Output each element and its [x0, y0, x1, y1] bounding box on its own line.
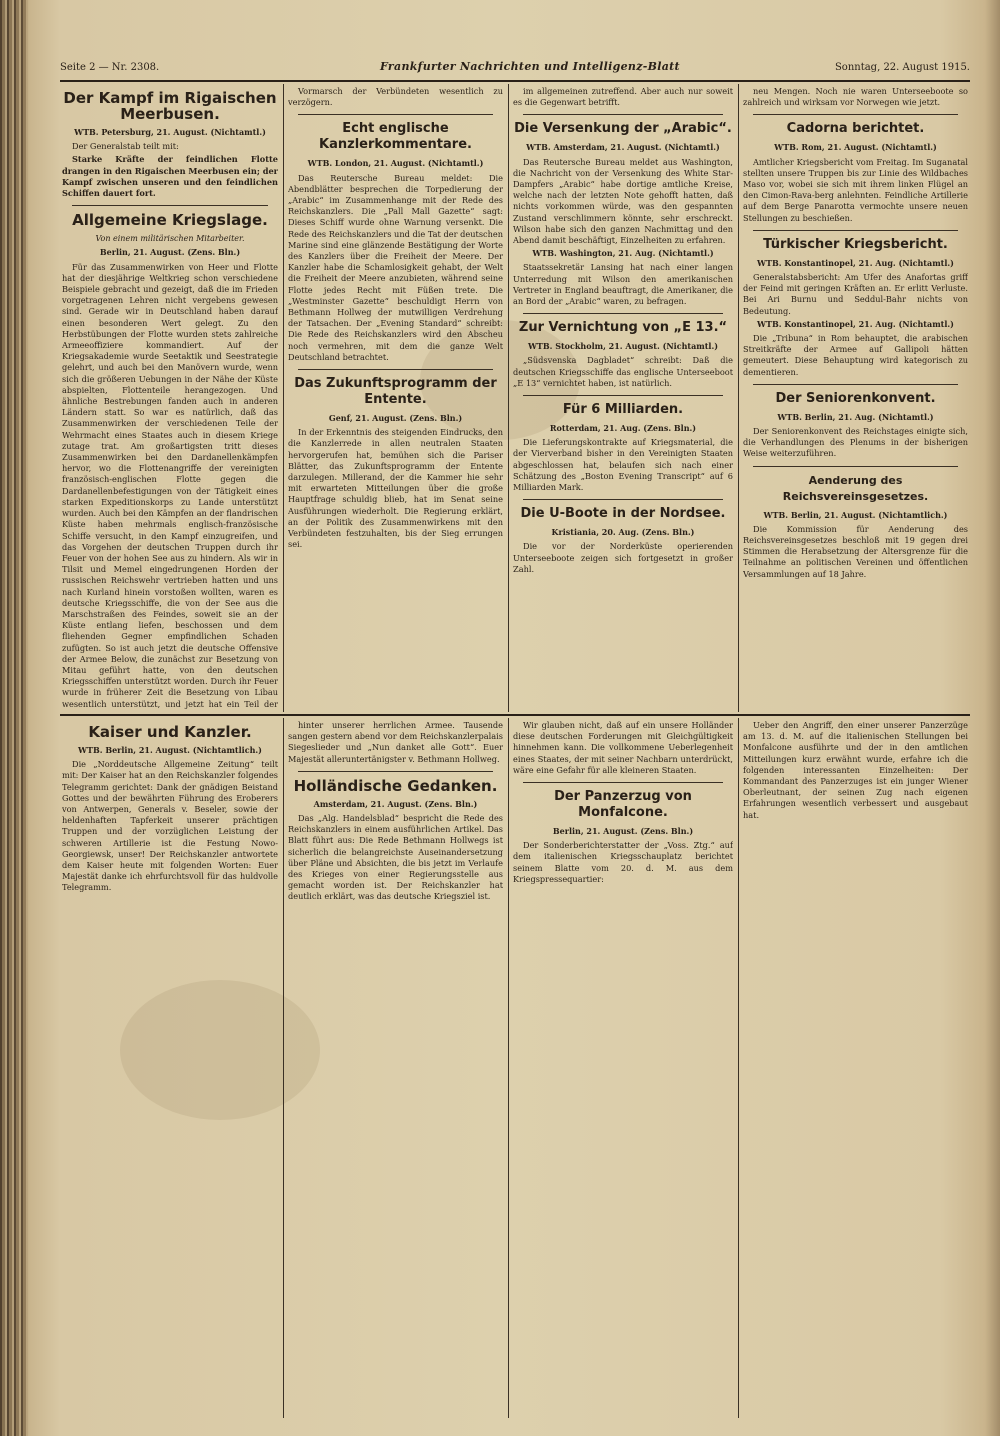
article-title: Der Kampf im Rigaischen Meerbusen.: [63, 89, 277, 123]
article-text: Der Generalstab teilt mit:: [72, 141, 179, 152]
dateline: Genf, 21. August. (Zens. Bln.): [328, 413, 463, 424]
article-text: Für das Zusammenwirken von Heer und Flotte hat der diesjährige Weltkrieg schon verschiedene Beispiele gebracht und gezeigt, daß die im Frieden vorgetragenen Lehren nicht vergebens gewesen sind. Gerade wir in Deutschland haben darauf einen besonderen Wert gelegt. Zu den Herbstübungen der Flotte wurden stets zahlreiche Armeeoffiziere kommandiert. Auf der Kriegsakademie wurde Seetaktik und Seestrategie gelehrt, und auch bei den Manövern wurde, wenn sich die größeren Uebungen in der Nähe der Küste abspielten, Flottenteile herangezogen. Und ähnliche Bestrebungen fanden auch in anderen Ländern statt. So war es natürlich, daß das Zusammenwirken der verschiedenen Teile der Wehrmacht eines Staates auch in diesem Kriege zutage trat. Am großartigsten tritt dieses Zusammenwirken bei den Dardanellenkämpfen hervor, wo die Flottenangriffe der vereinigten französisch-englischen Flotte gegen die Dardanellenbefestigungen von der Tätigkeit eines starken Expeditionskorps zu Lande unterstützt wurden. Auch bei den Kämpfen an der flandrischen Küste haben mehrmals englisch-französische Schiffe versucht, in den Kampf einzugreifen, und das Vorgehen der deutschen Truppen durch ihr Feuer von der hohen See aus zu hindern. Als wir in Tilsit und Memel eingedrungenen Horden der russischen Reichswehr vertrieben hatten und uns nach Kurland hinein vorstoßen wollten, waren es deutsche Kriegsschiffe, die von der See aus die Marschstraßen des Feindes, soweit sie an der Küste entlang liefen, beschossen und dem fliehenden Gegner empfindlichen Schaden zufügten. So ist auch jetzt die deutsche Offensive der Armee Below, die zunächst zur Besetzung von Mitau geführt hatte, von den deutschen Kriegsschiffen unterstützt worden. Durch ihr Feuer wurde in früherer Zeit die Besetzung von Libau wesentlich unterstützt, und jetzt hat ein Teil der: [62, 261, 278, 709]
dateline: Amsterdam, 21. August. (Zens. Bln.): [313, 798, 478, 809]
dateline: Kristiania, 20. Aug. (Zens. Bln.): [551, 527, 695, 538]
article-title: Der Panzerzug von Monfalcone.: [554, 789, 692, 821]
article-text: Die „Norddeutsche Allgemeine Zeitung“ teilt mit: Der Kaiser hat an den Reichskanzler folgendes Telegramm gerichtet: Dank der gnädigen Beistand Gottes und der bewährten Führung des Eroberers von Antwerpen, Generals v. Beseler, sowie der heldenhaften Tapferkeit unserer prächtigen Truppen und der vorzüglichen Leistung der schweren Artillerie ist die Festung Nowo-Georgiewsk, unser! Der Reichskanzler antwortete dem Kaiser heute mit folgenden Worten: Euer Majestät danke ich ehrfurchtsvoll für das huldvolle Telegramm.: [62, 759, 278, 893]
dateline: WTB. Berlin, 21. Aug. (Nichtamtl.): [777, 411, 934, 422]
article-text: Starke Kräfte der feindlichen Flotte drangen in den Rigaischen Meerbusen ein; der Kampf zwischen unseren und den feindlichen Schiffen dauert fort.: [62, 154, 278, 199]
header-rule: [60, 80, 970, 82]
article-title: Allgemeine Kriegslage.: [72, 211, 268, 230]
section-rule: [60, 714, 970, 716]
dateline: Berlin, 21. August. (Zens. Bln.): [552, 826, 694, 837]
article-title: Das Zukunftsprogramm der Entente.: [294, 376, 497, 408]
article-text: Das Reutersche Bureau meldet aus Washington, die Nachricht von der Versenkung des White Star-Dampfers „Arabic“ habe dortige amtliche Kreise, welche nach der letzten Note gehofft hatten, daß nichts vorkommen würde, was den gespannten Zustand verschlimmern könnte, sehr erschreckt. Wilson habe sich den ganzen Nachmittag und den Abend damit beschäftigt, Einzelheiten zu erfahren.: [513, 156, 733, 246]
column-rule: [283, 84, 284, 712]
article-text: Der Seniorenkonvent des Reichstages einigte sich, die Verhandlungen des Plenums in der bisherigen Weise weiterzuführen.: [743, 426, 968, 459]
article-title: Cadorna berichtet.: [786, 121, 925, 137]
page-header: [60, 60, 970, 78]
article-text: Vormarsch der Verbündeten wesentlich zu verzögern.: [288, 86, 503, 108]
article-separator: [753, 384, 958, 385]
article-title: Echt englische Kanzlerkommentare.: [319, 121, 472, 153]
dateline: WTB. Stockholm, 21. August. (Nichtamtl.): [527, 341, 719, 352]
column-rule: [508, 84, 509, 712]
article-text: Die „Tribuna“ in Rom behauptet, die arabischen Streitkräfte der Armee auf Gallipoli hätten gemeutert. Diese Behauptung wird kategorisch zu dementieren.: [743, 333, 968, 377]
column-3: [513, 86, 733, 710]
article-text: Staatssekretär Lansing hat nach einer langen Unterredung mit Wilson den amerikanischen Vertreter in England beauftragt, die Amerikaner, die an Bord der „Arabic“ waren, zu befragen.: [513, 262, 733, 307]
page-number: Seite 2 — Nr. 2308.: [60, 62, 160, 73]
article-separator: [523, 114, 723, 115]
article-separator: [523, 313, 723, 314]
article-separator: [523, 782, 723, 783]
article-text: Der Sonderberichterstatter der „Voss. Ztg.“ auf dem italienischen Kriegsschauplatz berichtet seinem Blatte vom 20. d. M. aus dem Kriegspressequartier:: [513, 840, 733, 884]
article-separator: [298, 369, 493, 370]
dateline: WTB. Petersburg, 21. August. (Nichtamtl.): [74, 127, 266, 137]
article-text: Die Kommission für Aenderung des Reichsvereinsgesetzes beschloß mit 19 gegen drei Stimmen die Herabsetzung der Altersgrenze für die Teilnahme an politischen Vereinen und öffentlichen Versammlungen auf 18 Jahre.: [743, 523, 968, 579]
article-title: Die U-Boote in der Nordsee.: [520, 506, 726, 522]
column-rule: [283, 718, 284, 1418]
article-text: Amtlicher Kriegsbericht vom Freitag. Im Suganatal stellten unsere Truppen bis zur Linie des Wildbaches Maso vor, wobei sie sich mit ihrem linken Flügel an den Cimon-Rava-berg anlehnten. Feindliche Artillerie auf dem Berge Panarotta vermochte unsere neuen Stellungen zu beschießen.: [743, 156, 968, 223]
article-separator: [523, 499, 723, 500]
column-1: [62, 86, 278, 710]
column-4: [743, 86, 968, 710]
issue-date: Sonntag, 22. August 1915.: [834, 62, 970, 73]
article-text: Generalstabsbericht: Am Ufer des Anafortas griff der Feind mit geringen Kräften an. Er erlitt Verluste. Bei Ari Burnu und Seddul-Bahr nichts von Bedeutung.: [743, 272, 968, 316]
dateline: Rotterdam, 21. Aug. (Zens. Bln.): [549, 423, 697, 434]
article-text: im allgemeinen zutreffend. Aber auch nur soweit es die Gegenwart betrifft.: [513, 86, 733, 108]
article-text: Die vor der Norderküste operierenden Unterseeboote zeigen sich fortgesetzt in großer Zahl.: [513, 541, 733, 574]
article-text: Das „Alg. Handelsblad“ bespricht die Rede des Reichskanzlers in einem ausführlichen Artikel. Das Blatt führt aus: Die Rede Bethmann Hollwegs ist sicherlich die belangreichste Auseinandersetzung über Pläne und Absichten, die bis jetzt im Verlaufe des Krieges von einer Regierungsstelle aus gemacht worden ist. Der Reichskanzler hat deutlich erklärt, was das deutsche Kriegsziel ist.: [288, 813, 503, 902]
dateline: WTB. Berlin, 21. August. (Nichtamtlich.): [763, 509, 948, 520]
article-text: Wir glauben nicht, daß auf ein unsere Holländer diese deutschen Forderungen mit Gleichgültigkeit hinnehmen kann. Die vollkommene Ueberlegenheit eines Staates, der mit seiner Nachbarn unterdrückt, wäre eine Gefahr für alle kleineren Staaten.: [513, 720, 733, 775]
article-title: Türkischer Kriegsbericht.: [763, 236, 948, 252]
article-title: Kaiser und Kanzler.: [88, 723, 252, 741]
dateline: WTB. London, 21. August. (Nichtamtl.): [307, 158, 484, 169]
article-text: Ueber den Angriff, den einer unserer Panzerzüge am 13. d. M. auf die italienischen Stellungen bei Monfalcone ausführte und der in den amtlichen Mitteilungen kurz erwähnt wurde, erfahre ich die folgenden interessanten Einzelheiten: Der Kommandant des Panzerzuges ist ein junger Wiener Oberleutnant, der seinen Zug nach eigenen Erfahrungen wesentlich verbessert und ausgebaut hat.: [743, 720, 968, 820]
dateline: WTB. Rom, 21. August. (Nichtamtl.): [774, 142, 937, 153]
article-text: Die Lieferungskontrakte auf Kriegsmaterial, die der Vierverband bisher in den Vereinigten Staaten abgeschlossen hat, belaufen sich nach einer Schätzung des „Boston Evening Transcript“ auf 6 Milliarden Mark.: [513, 437, 733, 493]
article-separator: [72, 205, 268, 206]
article-text: In der Erkenntnis des steigenden Eindrucks, den die Kanzlerrede in allen neutralen Staaten hervorgerufen hat, bemühen sich die Pariser Blätter, das Zukunftsprogramm der Entente darzulegen. Millerand, der die Kammer hie sehr mit erwarteten Mitteilungen über die große Hauptfrage schuldig blieb, hat im Senat seine Ausführungen wiederholt. Die Regierung erklärt, an der Politik des Zusammenwirkens mit den Verbündeten festzuhalten, bis der Sieg errungen sei.: [288, 427, 503, 550]
article-text: neu Mengen. Noch nie waren Unterseeboote so zahlreich und wirksam vor Norwegen wie jetzt.: [743, 86, 968, 108]
dateline: WTB. Berlin, 21. August. (Nichtamtlich.): [78, 745, 262, 755]
column-rule: [738, 718, 739, 1418]
article-separator: [298, 114, 493, 115]
article-title: Für 6 Milliarden.: [562, 402, 684, 418]
article-separator: [753, 466, 958, 467]
article-separator: [753, 114, 958, 115]
byline: Von einem militärischen Mitarbeiter.: [95, 234, 245, 244]
dateline: WTB. Konstantinopel, 21. Aug. (Nichtamtl.): [757, 257, 954, 268]
article-text: Das Reutersche Bureau meldet: Die Abendblätter besprechen die Torpedierung der „Arabic“ im Zusammenhange mit der Rede des Reichskanzlers. Die „Pall Mall Gazette“ sagt: Dieses Schiff wurde ohne Warnung versenkt. Die Rede des Reichskanzlers und die Tat der deutschen Marine sind eine glänzende Bestätigung der Worte des Kanzlers über die Freiheit der Meere. Der Kanzler habe die Schamlosigkeit gehabt, der Welt die Freiheit der Meere anzubieten, während seine Flotte jedes Recht mit Füßen trete. Die „Westminster Gazette“ beschuldigt Herrn von Bethmann Hollweg der mutwilligen Verdrehung der Tatsachen. Der „Evening Standard“ schreibt: Die Rede des Reichskanzlers wird den Abscheu noch vermehren, mit dem die ganze Welt Deutschland betrachtet.: [288, 172, 503, 362]
lower-column-4: [743, 720, 968, 1420]
article-separator: [298, 771, 493, 772]
lower-column-2: [288, 720, 503, 1420]
article-title: Aenderung des Reichsvereinsgesetzes.: [782, 473, 929, 503]
masthead: Frankfurter Nachrichten und Intelligenz-Blatt: [380, 60, 680, 73]
binding-spine: [0, 0, 28, 1436]
article-text: „Südsvenska Dagbladet“ schreibt: Daß die deutschen Kriegsschiffe das englische Unterseeboot „E 13“ vernichtet haben, ist natürlich.: [513, 355, 733, 388]
column-rule: [508, 718, 509, 1418]
article-text: hinter unserer herrlichen Armee. Tausende sangen gestern abend vor dem Reichskanzlerpalais Siegeslieder und „Nun danket alle Gott“. Euer Majestät alleruntertänigster v. Bethmann Hollweg.: [288, 720, 503, 764]
dateline: WTB. Washington, 21. Aug. (Nichtamtl.): [532, 248, 714, 259]
article-separator: [523, 395, 723, 396]
article-title: Zur Vernichtung von „E 13.“: [518, 320, 728, 336]
dateline: WTB. Konstantinopel, 21. Aug. (Nichtamtl.): [757, 318, 954, 329]
article-title: Holländische Gedanken.: [293, 776, 498, 795]
article-title: Der Seniorenkonvent.: [775, 390, 936, 406]
column-rule: [738, 84, 739, 712]
article-separator: [753, 230, 958, 231]
article-title: Die Versenkung der „Arabic“.: [514, 121, 732, 137]
dateline: WTB. Amsterdam, 21. August. (Nichtamtl.): [526, 142, 720, 153]
lower-column-3: [513, 720, 733, 1420]
dateline: Berlin, 21. August. (Zens. Bln.): [99, 247, 241, 258]
column-2: [288, 86, 503, 710]
lower-column-1: [62, 720, 278, 1420]
